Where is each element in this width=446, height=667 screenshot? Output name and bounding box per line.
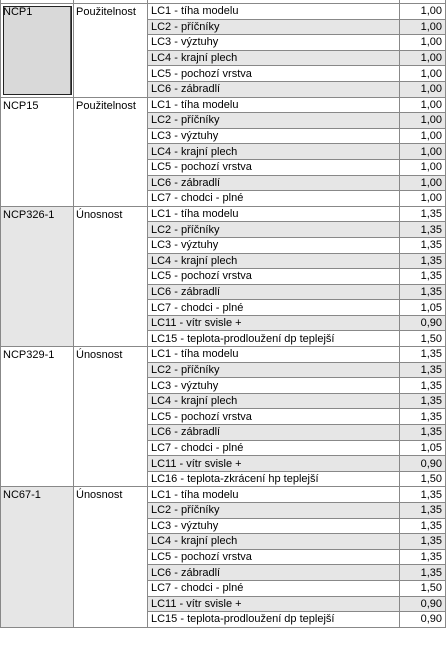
load-case-cell[interactable]: LC15 - teplota-prodloužení dp teplejší bbox=[148, 612, 400, 628]
load-case-cell[interactable]: LC2 - příčníky bbox=[148, 222, 400, 238]
load-factor-cell[interactable]: 1,00 bbox=[400, 97, 446, 113]
load-case-cell[interactable]: LC5 - pochozí vrstva bbox=[148, 269, 400, 285]
load-case-cell[interactable]: LC6 - zábradlí bbox=[148, 284, 400, 300]
load-factor-cell[interactable]: 1,35 bbox=[400, 503, 446, 519]
load-factor-cell[interactable]: 1,00 bbox=[400, 128, 446, 144]
load-case-cell[interactable]: LC7 - chodci - plné bbox=[148, 580, 400, 596]
load-factor-cell[interactable]: 1,05 bbox=[400, 440, 446, 456]
load-factor-cell[interactable]: 1,35 bbox=[400, 409, 446, 425]
table-row[interactable] bbox=[1, 347, 446, 363]
load-case-cell[interactable]: LC16 - teplota-zkrácení hp teplejší bbox=[148, 471, 400, 487]
load-case-cell[interactable]: LC2 - příčníky bbox=[148, 503, 400, 519]
load-case-cell[interactable]: LC5 - pochozí vrstva bbox=[148, 549, 400, 565]
load-case-cell[interactable]: LC5 - pochozí vrstva bbox=[148, 159, 400, 175]
load-factor-cell[interactable]: 1,00 bbox=[400, 19, 446, 35]
load-factor-cell[interactable]: 1,35 bbox=[400, 425, 446, 441]
load-factor-cell[interactable]: 1,00 bbox=[400, 113, 446, 129]
load-case-cell[interactable]: LC2 - příčníky bbox=[148, 19, 400, 35]
load-factor-cell[interactable]: 1,35 bbox=[400, 269, 446, 285]
load-factor-cell[interactable]: 1,00 bbox=[400, 159, 446, 175]
load-case-cell[interactable]: LC3 - výztuhy bbox=[148, 237, 400, 253]
load-factor-cell[interactable]: 1,35 bbox=[400, 487, 446, 503]
load-factor-cell[interactable]: 1,35 bbox=[400, 237, 446, 253]
load-factor-cell[interactable]: 1,35 bbox=[400, 393, 446, 409]
load-case-cell[interactable]: LC11 - vítr svisle + bbox=[148, 596, 400, 612]
limit-state-type-cell[interactable]: Únosnost bbox=[74, 206, 148, 346]
load-case-cell[interactable]: LC7 - chodci - plné bbox=[148, 440, 400, 456]
table-row[interactable] bbox=[1, 206, 446, 222]
load-factor-cell[interactable]: 1,05 bbox=[400, 300, 446, 316]
load-case-cell[interactable]: LC1 - tíha modelu bbox=[148, 4, 400, 20]
load-case-cell[interactable]: LC1 - tíha modelu bbox=[148, 206, 400, 222]
load-factor-cell[interactable]: 1,35 bbox=[400, 534, 446, 550]
load-case-cell[interactable]: LC2 - příčníky bbox=[148, 113, 400, 129]
load-factor-cell[interactable]: 0,90 bbox=[400, 612, 446, 628]
table-row[interactable] bbox=[1, 4, 446, 20]
load-case-cell[interactable]: LC2 - příčníky bbox=[148, 362, 400, 378]
load-factor-cell[interactable]: 1,35 bbox=[400, 565, 446, 581]
load-factor-cell[interactable]: 1,00 bbox=[400, 66, 446, 82]
load-case-cell[interactable]: LC5 - pochozí vrstva bbox=[148, 409, 400, 425]
load-case-cell[interactable]: LC5 - pochozí vrstva bbox=[148, 66, 400, 82]
load-factor-cell[interactable]: 1,50 bbox=[400, 471, 446, 487]
load-factor-cell[interactable]: 1,35 bbox=[400, 222, 446, 238]
load-case-cell[interactable]: LC3 - výztuhy bbox=[148, 35, 400, 51]
load-case-cell[interactable]: LC7 - chodci - plné bbox=[148, 300, 400, 316]
load-factor-cell[interactable]: 1,35 bbox=[400, 253, 446, 269]
load-factor-cell[interactable]: 1,35 bbox=[400, 347, 446, 363]
load-factor-cell[interactable]: 1,35 bbox=[400, 549, 446, 565]
load-factor-cell[interactable]: 1,50 bbox=[400, 331, 446, 347]
load-case-cell[interactable]: LC3 - výztuhy bbox=[148, 378, 400, 394]
load-factor-cell[interactable]: 1,00 bbox=[400, 81, 446, 97]
load-factor-cell[interactable]: 1,35 bbox=[400, 362, 446, 378]
load-factor-cell[interactable]: 1,50 bbox=[400, 580, 446, 596]
load-case-cell[interactable]: LC4 - krajní plech bbox=[148, 50, 400, 66]
load-case-cell[interactable]: LC6 - zábradlí bbox=[148, 425, 400, 441]
limit-state-type-cell[interactable]: Použitelnost bbox=[74, 97, 148, 206]
load-factor-cell[interactable]: 1,00 bbox=[400, 35, 446, 51]
load-case-cell[interactable]: LC6 - zábradlí bbox=[148, 565, 400, 581]
load-factor-cell[interactable]: 1,00 bbox=[400, 191, 446, 207]
load-case-cell[interactable]: LC6 - zábradlí bbox=[148, 175, 400, 191]
load-case-cell[interactable]: LC11 - vítr svisle + bbox=[148, 315, 400, 331]
table-row[interactable] bbox=[1, 487, 446, 503]
load-case-cell[interactable]: LC4 - krajní plech bbox=[148, 534, 400, 550]
load-case-cell[interactable]: LC4 - krajní plech bbox=[148, 393, 400, 409]
limit-state-type-cell[interactable]: Únosnost bbox=[74, 487, 148, 627]
load-case-cell[interactable]: LC1 - tíha modelu bbox=[148, 97, 400, 113]
load-case-cell[interactable]: LC15 - teplota-prodloužení dp teplejší bbox=[148, 331, 400, 347]
load-factor-cell[interactable]: 0,90 bbox=[400, 596, 446, 612]
load-factor-cell[interactable]: 1,00 bbox=[400, 50, 446, 66]
combination-name-cell[interactable]: NCP1 bbox=[1, 4, 74, 98]
load-case-cell[interactable]: LC3 - výztuhy bbox=[148, 128, 400, 144]
load-factor-cell[interactable]: 0,90 bbox=[400, 315, 446, 331]
load-factor-cell[interactable]: 1,35 bbox=[400, 284, 446, 300]
load-case-cell[interactable]: LC7 - chodci - plné bbox=[148, 191, 400, 207]
load-factor-cell[interactable]: 0,90 bbox=[400, 456, 446, 472]
load-case-cell[interactable]: LC1 - tíha modelu bbox=[148, 347, 400, 363]
load-case-cell[interactable]: LC6 - zábradlí bbox=[148, 81, 400, 97]
load-case-cell[interactable]: LC11 - vítr svisle + bbox=[148, 456, 400, 472]
load-factor-cell[interactable]: 1,00 bbox=[400, 4, 446, 20]
combination-name-cell[interactable]: NC67-1 bbox=[1, 487, 74, 627]
load-case-cell[interactable]: LC4 - krajní plech bbox=[148, 253, 400, 269]
load-factor-cell[interactable]: 1,35 bbox=[400, 206, 446, 222]
load-case-cell[interactable]: LC4 - krajní plech bbox=[148, 144, 400, 160]
combination-name-cell[interactable]: NCP329-1 bbox=[1, 347, 74, 487]
limit-state-type-cell[interactable]: Únosnost bbox=[74, 347, 148, 487]
load-factor-cell[interactable]: 1,35 bbox=[400, 518, 446, 534]
combination-name-cell[interactable]: NCP326-1 bbox=[1, 206, 74, 346]
load-case-cell[interactable]: LC1 - tíha modelu bbox=[148, 487, 400, 503]
load-factor-cell[interactable]: 1,00 bbox=[400, 175, 446, 191]
combination-name-cell[interactable]: NCP15 bbox=[1, 97, 74, 206]
load-factor-cell[interactable]: 1,00 bbox=[400, 144, 446, 160]
load-case-cell[interactable]: LC3 - výztuhy bbox=[148, 518, 400, 534]
combination-table-body bbox=[1, 0, 446, 627]
table-row[interactable] bbox=[1, 97, 446, 113]
load-factor-cell[interactable]: 1,35 bbox=[400, 378, 446, 394]
limit-state-type-cell[interactable]: Použitelnost bbox=[74, 4, 148, 98]
